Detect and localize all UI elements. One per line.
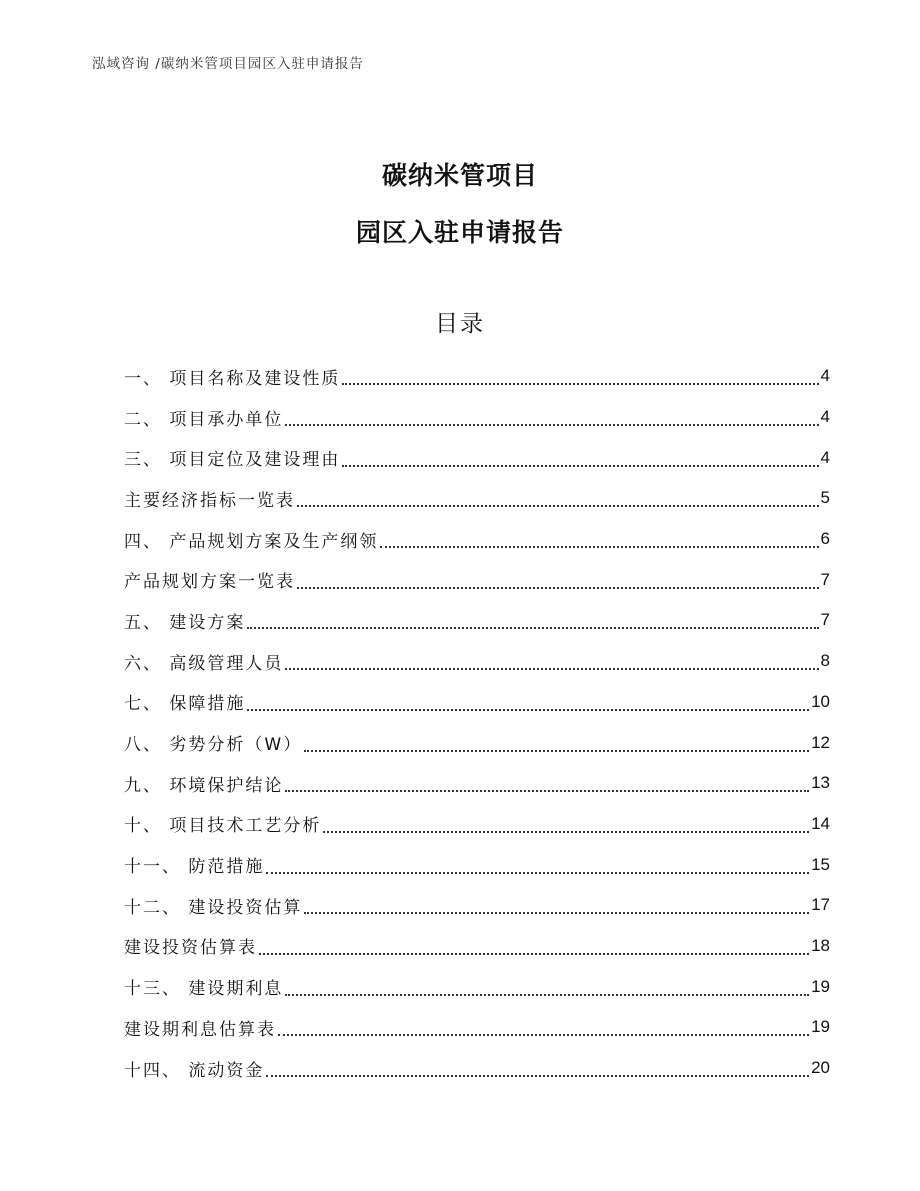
toc-entry-label: 五、 建设方案 bbox=[124, 612, 246, 633]
toc-entry[interactable] bbox=[124, 885, 830, 926]
toc-dot-leader bbox=[266, 1075, 809, 1077]
toc-entry-label: 一、 项目名称及建设性质 bbox=[124, 368, 341, 389]
toc-entry[interactable] bbox=[124, 1048, 830, 1089]
toc-dot-leader bbox=[297, 505, 819, 507]
toc-dot-leader bbox=[285, 790, 809, 792]
toc-entry[interactable] bbox=[124, 763, 830, 804]
toc-entry[interactable] bbox=[124, 682, 830, 723]
toc-entry-label: 八、 劣势分析（W） bbox=[124, 735, 303, 756]
toc-entry-label: 建设期利息估算表 bbox=[124, 1019, 276, 1040]
toc-entry[interactable] bbox=[124, 437, 830, 478]
toc-dot-leader bbox=[304, 912, 809, 914]
toc-dot-leader bbox=[304, 750, 809, 752]
toc-entry-page-number: 4 bbox=[820, 407, 830, 427]
toc-dot-leader bbox=[247, 627, 818, 629]
document-title-line-2: 园区入驻申请报告 bbox=[355, 218, 564, 247]
toc-entry[interactable] bbox=[124, 641, 830, 682]
toc-entry[interactable] bbox=[124, 804, 830, 845]
toc-entry[interactable] bbox=[124, 844, 830, 885]
toc-entry-page-number: 6 bbox=[820, 529, 830, 549]
toc-dot-leader bbox=[247, 709, 809, 711]
toc-entry-label: 十一、 防范措施 bbox=[124, 857, 265, 878]
toc-entry-page-number: 5 bbox=[820, 488, 830, 508]
toc-entry-label: 四、 产品规划方案及生产纲领 bbox=[124, 531, 379, 552]
toc-entry-page-number: 19 bbox=[811, 976, 830, 996]
toc-entry-page-number: 8 bbox=[820, 651, 830, 671]
toc-entry-label: 九、 环境保护结论 bbox=[124, 775, 284, 796]
toc-entry-page-number: 20 bbox=[811, 1058, 830, 1078]
toc-entry-label: 十、 项目技术工艺分析 bbox=[124, 816, 322, 837]
toc-dot-leader bbox=[342, 465, 818, 467]
toc-dot-leader bbox=[297, 587, 819, 589]
toc-entry[interactable] bbox=[124, 559, 830, 600]
toc-entry[interactable] bbox=[124, 356, 830, 397]
toc-entry-page-number: 10 bbox=[811, 691, 830, 711]
toc-entry[interactable] bbox=[124, 519, 830, 560]
toc-entry-label: 七、 保障措施 bbox=[124, 694, 246, 715]
toc-entry-page-number: 12 bbox=[811, 732, 830, 752]
toc-entry-page-number: 13 bbox=[811, 773, 830, 793]
toc-dot-leader bbox=[285, 668, 818, 670]
toc-entry[interactable] bbox=[124, 926, 830, 967]
toc-entry-page-number: 18 bbox=[811, 935, 830, 955]
toc-entry[interactable] bbox=[124, 600, 830, 641]
toc-dot-leader bbox=[285, 424, 818, 426]
toc-entry-label: 十三、 建设期利息 bbox=[124, 979, 284, 1000]
toc-entry-page-number: 17 bbox=[811, 895, 830, 915]
toc-entry-page-number: 4 bbox=[820, 447, 830, 467]
toc-entry-label: 三、 项目定位及建设理由 bbox=[124, 450, 341, 471]
toc-entry-page-number: 7 bbox=[820, 569, 830, 589]
toc-entry[interactable] bbox=[124, 722, 830, 763]
toc-dot-leader bbox=[342, 383, 818, 385]
page-header: 泓域咨询 /碳纳米管项目园区入驻申请报告 bbox=[92, 56, 364, 72]
toc-entry-page-number: 7 bbox=[820, 610, 830, 630]
toc-entry[interactable] bbox=[124, 966, 830, 1007]
toc-entry-page-number: 19 bbox=[811, 1017, 830, 1037]
toc-dot-leader bbox=[266, 872, 809, 874]
toc-entry-label: 十四、 流动资金 bbox=[124, 1060, 265, 1081]
table-of-contents bbox=[124, 356, 830, 1088]
toc-entry-label: 主要经济指标一览表 bbox=[124, 490, 295, 511]
toc-entry-label: 六、 高级管理人员 bbox=[124, 653, 284, 674]
toc-entry-page-number: 15 bbox=[811, 854, 830, 874]
toc-dot-leader bbox=[285, 994, 809, 996]
toc-dot-leader bbox=[278, 1034, 809, 1036]
toc-entry[interactable] bbox=[124, 1007, 830, 1048]
header-rule bbox=[88, 80, 832, 81]
toc-dot-leader bbox=[259, 953, 809, 955]
toc-entry-label: 建设投资估算表 bbox=[124, 938, 257, 959]
toc-entry-label: 十二、 建设投资估算 bbox=[124, 897, 303, 918]
toc-entry[interactable] bbox=[124, 397, 830, 438]
toc-entry-label: 产品规划方案一览表 bbox=[124, 572, 295, 593]
toc-entry-label: 二、 项目承办单位 bbox=[124, 409, 284, 430]
toc-entry-page-number: 14 bbox=[811, 813, 830, 833]
toc-entry[interactable] bbox=[124, 478, 830, 519]
toc-heading: 目录 bbox=[435, 311, 485, 337]
toc-dot-leader bbox=[323, 831, 809, 833]
document-title-line-1: 碳纳米管项目 bbox=[381, 161, 538, 190]
toc-dot-leader bbox=[380, 546, 818, 548]
toc-entry-page-number: 4 bbox=[820, 366, 830, 386]
